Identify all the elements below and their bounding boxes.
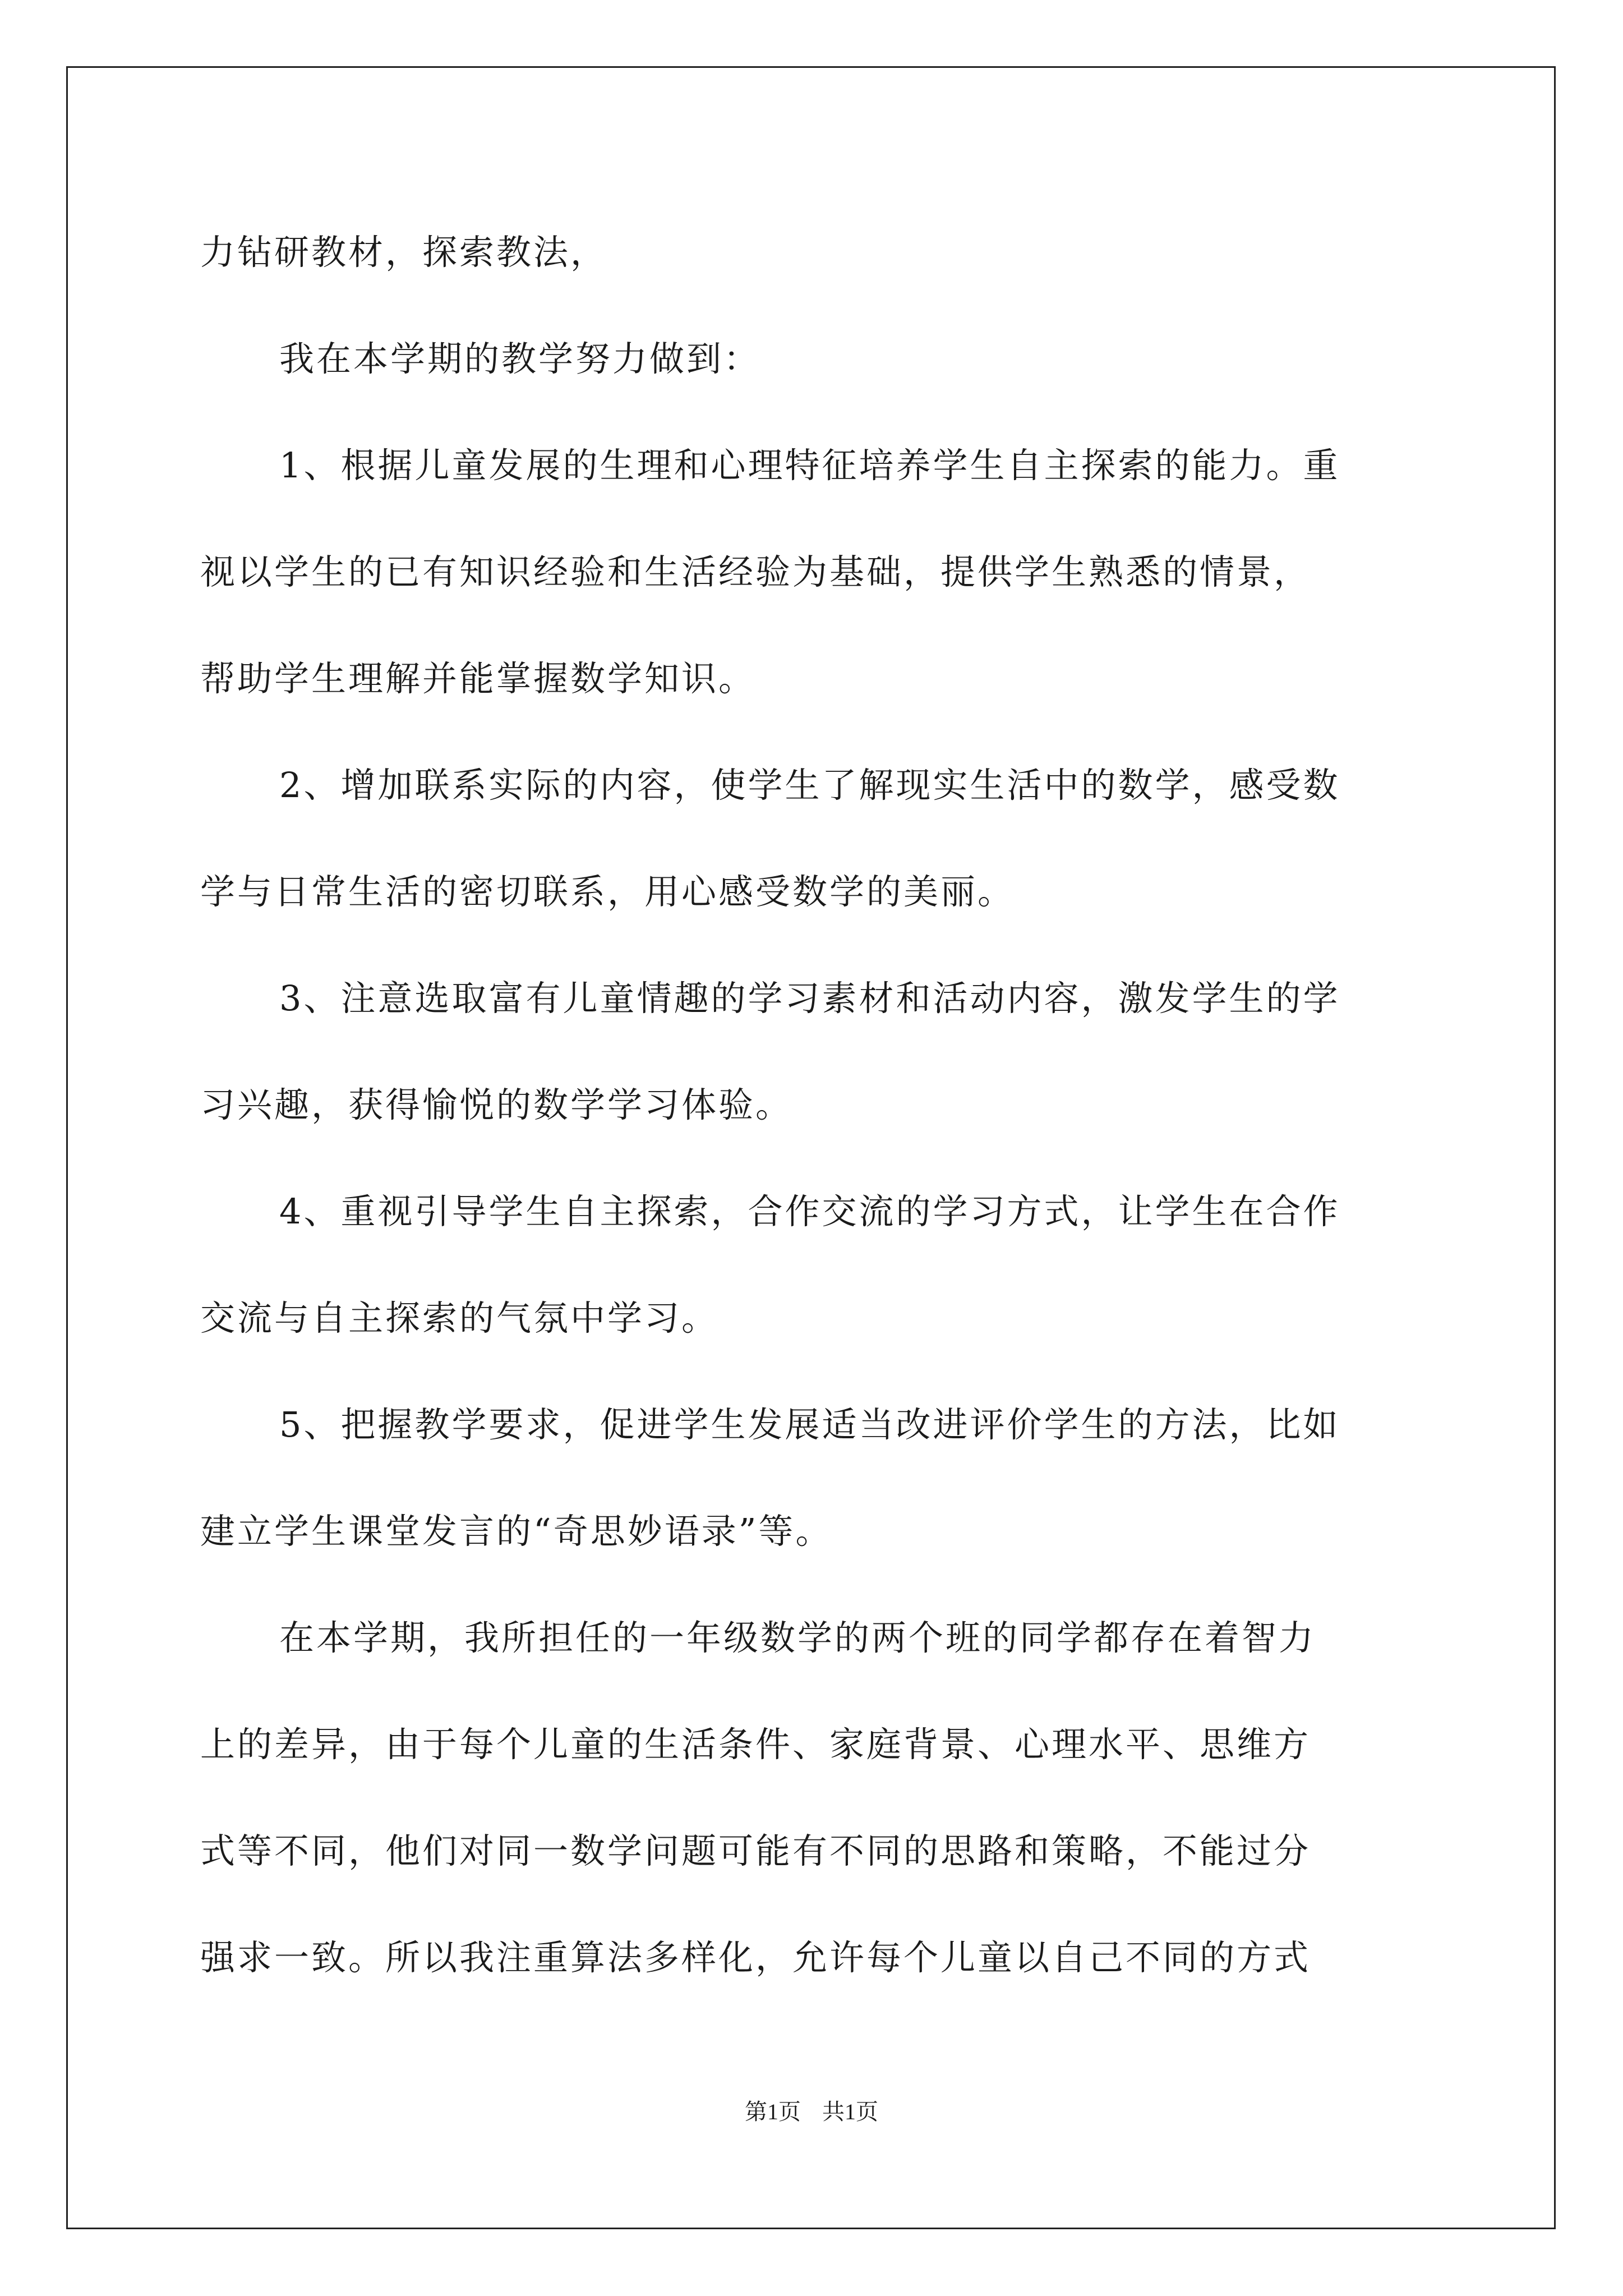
text-line: 交流与自主探索的气氛中学习。 bbox=[200, 1297, 719, 1338]
page-border bbox=[66, 66, 1556, 2229]
text-line: 5、把握教学要求，促进学生发展适当改进评价学生的方法，比如 bbox=[279, 1404, 1340, 1445]
text-line: 强求一致。所以我注重算法多样化，允许每个儿童以自己不同的方式 bbox=[200, 1937, 1311, 1978]
text-line: 3、注意选取富有儿童情趣的学习素材和活动内容，激发学生的学 bbox=[279, 978, 1340, 1019]
text-line: 在本学期，我所担任的一年级数学的两个班的同学都存在着智力 bbox=[279, 1617, 1316, 1658]
text-line: 力钻研教材，探索教法， bbox=[200, 232, 608, 273]
text-line: 建立学生课堂发言的“奇思妙语录”等。 bbox=[200, 1511, 833, 1552]
page-number: 第1页 bbox=[745, 2099, 801, 2124]
text-line: 我在本学期的教学努力做到： bbox=[279, 338, 761, 379]
text-line: 学与日常生活的密切联系，用心感受数学的美丽。 bbox=[200, 871, 1015, 912]
text-line: 2、增加联系实际的内容，使学生了解现实生活中的数学，感受数 bbox=[279, 765, 1340, 806]
text-line: 1、根据儿童发展的生理和心理特征培养学生自主探索的能力。重 bbox=[279, 445, 1340, 486]
text-line: 4、重视引导学生自主探索，合作交流的学习方式，让学生在合作 bbox=[279, 1191, 1340, 1232]
text-line: 式等不同，他们对同一数学问题可能有不同的思路和策略，不能过分 bbox=[200, 1830, 1311, 1871]
text-line: 上的差异，由于每个儿童的生活条件、家庭背景、心理水平、思维方 bbox=[200, 1724, 1311, 1765]
page-total: 共1页 bbox=[822, 2099, 878, 2124]
text-line: 习兴趣，获得愉悦的数学学习体验。 bbox=[200, 1084, 793, 1125]
page-footer bbox=[0, 2098, 1623, 2126]
text-line: 视以学生的已有知识经验和生活经验为基础，提供学生熟悉的情景， bbox=[200, 551, 1311, 592]
text-line: 帮助学生理解并能掌握数学知识。 bbox=[200, 658, 756, 699]
